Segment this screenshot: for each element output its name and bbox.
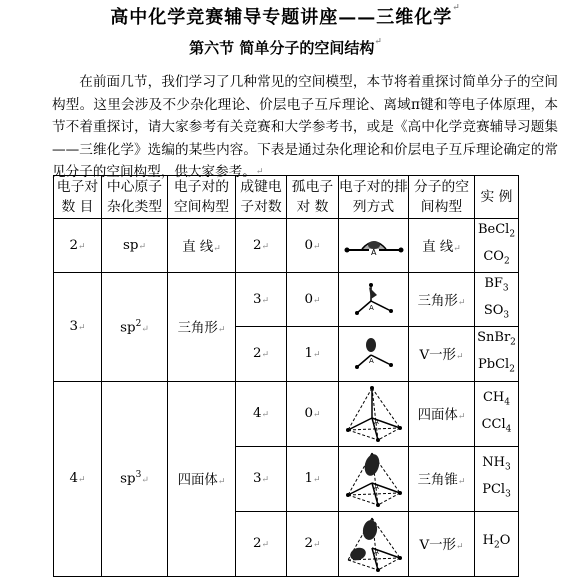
- table-header-row: [54, 176, 519, 219]
- document-title: 高中化学竞赛辅导专题讲座——三维化学↵: [110, 3, 461, 28]
- central-atom-label: A: [370, 247, 376, 257]
- trigonal-planar-diagram: [349, 281, 399, 319]
- header-hybridization: 中心原子杂化类型: [102, 176, 168, 219]
- lone-pairs-cell: 2↵: [287, 511, 339, 576]
- example-formula: $BF_3$: [484, 276, 509, 294]
- table-row: [54, 273, 519, 327]
- tetrahedral-diagram: [342, 384, 406, 444]
- examples-cell: [475, 446, 519, 511]
- molecular-shape-cell: 直 线↵: [409, 219, 475, 273]
- lone-pairs-cell: 1↵: [287, 327, 339, 381]
- intro-paragraph: 在前面几节，我们学习了几种常见的空间模型，本节将着重探讨简单分子的空间构型。这里会涉及不少杂化理论、价层电子互斥理论、离域π键和等电子体原理，本节不着重探讨，请大家参考有关竞赛和大学参考书，或是《高中化学竞赛辅导习题集——三维化学》选编的某些内容。下表是通过杂化理论和价层电子互斥理论确定的常见分子的空间构型，供大家参考。↵: [52, 74, 558, 180]
- table-row: [54, 381, 519, 446]
- arrangement-cell: [339, 327, 409, 381]
- header-arrangement: 电子对的排列方式: [339, 176, 409, 219]
- examples-cell: [475, 381, 519, 446]
- bonding-pairs-cell: 3↵: [236, 446, 287, 511]
- pair-geometry-cell: 三角形↵: [168, 273, 236, 381]
- example-formula: CCl$_4$: [481, 416, 512, 435]
- example-formula: SnBr$_2$: [477, 330, 516, 348]
- arrangement-cell: [339, 381, 409, 446]
- section-heading: 第六节 简单分子的空间结构↵: [189, 37, 382, 57]
- header-pair-geometry: 电子对的空间构型: [168, 176, 236, 219]
- example-formula: PCl$_3$: [482, 481, 511, 500]
- central-atom-label: A: [373, 482, 379, 491]
- electron-pairs-cell: 4↵: [54, 381, 102, 576]
- lone-pairs-cell: 1↵: [287, 446, 339, 511]
- example-formula: BeCl$_2$: [477, 222, 516, 240]
- header-bonding-pairs: 成键电子对数: [236, 176, 287, 219]
- molecular-shape-cell: 四面体↵: [409, 381, 475, 446]
- central-atom-label: A: [368, 303, 374, 312]
- bent-trigonal-diagram: [349, 335, 399, 373]
- molecular-shape-cell: 三角形↵: [409, 273, 475, 327]
- electron-pairs-cell: 3↵: [54, 273, 102, 381]
- bonding-pairs-cell: 2↵: [236, 219, 287, 273]
- bonding-pairs-cell: 3↵: [236, 273, 287, 327]
- pair-geometry-cell: 四面体↵: [168, 381, 236, 576]
- example-formula: PbCl$_2$: [478, 356, 515, 375]
- example-formula: $CH_4$: [482, 389, 511, 408]
- molecular-shape-cell: 三角锥↵: [409, 446, 475, 511]
- arrangement-cell: [339, 446, 409, 511]
- bonding-pairs-cell: 2↵: [236, 327, 287, 381]
- arrangement-cell: [339, 273, 409, 327]
- examples-cell: [475, 327, 519, 381]
- hybridization-cell: sp↵: [102, 219, 168, 273]
- bonding-pairs-cell: 2↵: [236, 511, 287, 576]
- molecular-shape-cell: V一形↵: [409, 327, 475, 381]
- bonding-pairs-cell: 4↵: [236, 381, 287, 446]
- hybridization-cell: $sp^2↵$: [102, 273, 168, 381]
- trigonal-pyramidal-diagram: [342, 449, 406, 509]
- examples-cell: [475, 511, 519, 576]
- central-atom-label: A: [373, 417, 379, 426]
- arrangement-cell: [339, 511, 409, 576]
- molecular-geometry-table: [53, 175, 519, 577]
- table-row: [54, 219, 519, 273]
- lone-pairs-cell: 0↵: [287, 381, 339, 446]
- central-atom-label: A: [368, 356, 374, 365]
- molecular-shape-cell: V一形↵: [409, 511, 475, 576]
- lone-pairs-cell: 0↵: [287, 219, 339, 273]
- hybridization-cell: $sp^3↵$: [102, 381, 168, 576]
- lone-pairs-cell: 0↵: [287, 273, 339, 327]
- electron-pairs-cell: 2↵: [54, 219, 102, 273]
- examples-cell: [475, 219, 519, 273]
- linear-arrangement-diagram: [342, 231, 406, 261]
- pair-geometry-cell: 直 线↵: [168, 219, 236, 273]
- header-electron-pairs: 电子对数 目: [54, 176, 102, 219]
- arrangement-cell: [339, 219, 409, 273]
- example-formula: $CO_2$: [483, 248, 510, 267]
- header-examples: 实 例: [475, 176, 519, 219]
- bent-tetrahedral-diagram: [342, 514, 406, 574]
- example-formula: $NH_3$: [482, 454, 511, 473]
- example-formula: $H_2O$: [482, 533, 511, 551]
- header-molecular-shape: 分子的空间构型: [409, 176, 475, 219]
- example-formula: $SO_3$: [483, 302, 510, 321]
- examples-cell: [475, 273, 519, 327]
- header-lone-pairs: 孤电子对 数: [287, 176, 339, 219]
- central-atom-label: A: [373, 547, 379, 556]
